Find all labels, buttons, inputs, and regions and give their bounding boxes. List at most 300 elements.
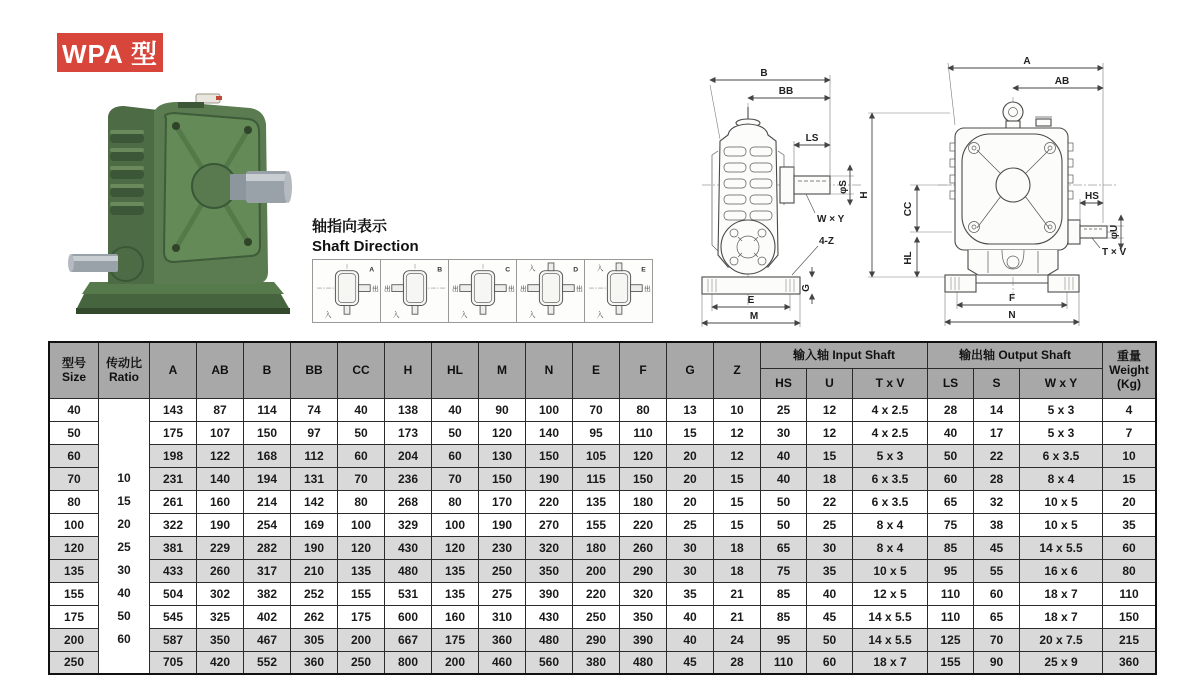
cell-value: 85: [761, 582, 807, 605]
cell-value: 360: [479, 628, 526, 651]
svg-text:出: 出: [575, 286, 583, 293]
svg-text:B: B: [760, 68, 768, 79]
svg-text:φS: φS: [838, 180, 849, 194]
cell-value: 25: [807, 513, 853, 536]
ratio-value: 15: [117, 493, 131, 508]
header-ratio: 传动比 Ratio: [99, 342, 150, 398]
ratio-value: 10: [117, 470, 131, 485]
cell-value: 194: [244, 467, 291, 490]
svg-text:E: E: [640, 266, 646, 274]
cell-value: 150: [479, 467, 526, 490]
table-row-size-200: [49, 628, 1156, 651]
cell-value: 220: [620, 513, 667, 536]
cell-value: 40: [807, 582, 853, 605]
svg-text:CC: CC: [903, 201, 914, 217]
header-dim-B: B: [244, 342, 291, 398]
cell-value: 35: [1103, 513, 1157, 536]
header-output-LS: LS: [928, 368, 974, 398]
header-input-TxV: T x V: [853, 368, 928, 398]
cell-value: 22: [974, 444, 1020, 467]
cell-value: 122: [197, 444, 244, 467]
cell-value: 6 x 3.5: [853, 490, 928, 513]
header-dim-HL: HL: [432, 342, 479, 398]
svg-text:W × Y: W × Y: [817, 214, 845, 225]
cell-value: 40: [432, 398, 479, 421]
svg-text:入: 入: [528, 265, 536, 273]
svg-text:A: A: [368, 266, 374, 274]
cell-value: 25 x 9: [1020, 651, 1103, 674]
table-row-size-50: [49, 421, 1156, 444]
cell-value: 38: [974, 513, 1020, 536]
cell-value: 110: [1103, 582, 1157, 605]
table-row-size-60: [49, 444, 1156, 467]
cell-value: 17: [974, 421, 1020, 444]
cell-value: 150: [1103, 605, 1157, 628]
cell-value: 360: [291, 651, 338, 674]
cell-value: 175: [150, 421, 197, 444]
cell-value: 55: [974, 559, 1020, 582]
cell-size: 200: [49, 628, 99, 651]
cell-value: 60: [1103, 536, 1157, 559]
cell-value: 180: [573, 536, 620, 559]
svg-text:出: 出: [451, 286, 459, 293]
cell-value: 173: [385, 421, 432, 444]
cell-value: 120: [432, 536, 479, 559]
cell-value: 210: [291, 559, 338, 582]
cell-value: 229: [197, 536, 244, 559]
cell-value: 135: [338, 559, 385, 582]
cell-value: 131: [291, 467, 338, 490]
cell-value: 112: [291, 444, 338, 467]
shaft-direction-diagram-D: [516, 259, 585, 323]
ratio-value: 40: [117, 585, 131, 600]
cell-value: 15: [1103, 467, 1157, 490]
cell-value: 155: [338, 582, 385, 605]
header-dim-F: F: [620, 342, 667, 398]
cell-value: 60: [338, 444, 385, 467]
ratio-value: 60: [117, 631, 131, 646]
spec-table-header: [49, 342, 1156, 398]
cell-value: 65: [928, 490, 974, 513]
table-row-size-135: [49, 559, 1156, 582]
cell-value: 45: [974, 536, 1020, 559]
cell-value: 110: [928, 582, 974, 605]
cell-size: 175: [49, 605, 99, 628]
cell-value: 587: [150, 628, 197, 651]
svg-text:F: F: [1008, 293, 1016, 304]
cell-value: 160: [432, 605, 479, 628]
cell-value: 18 x 7: [1020, 582, 1103, 605]
cell-value: 381: [150, 536, 197, 559]
cell-value: 35: [667, 582, 714, 605]
cell-value: 135: [432, 559, 479, 582]
header-dim-A: A: [150, 342, 197, 398]
cell-value: 4: [1103, 398, 1157, 421]
cell-size: 50: [49, 421, 99, 444]
cell-value: 15: [807, 444, 853, 467]
table-row-size-175: [49, 605, 1156, 628]
height-dimensions: [859, 113, 952, 277]
cell-value: 107: [197, 421, 244, 444]
cell-value: 130: [479, 444, 526, 467]
cell-value: 252: [291, 582, 338, 605]
cell-value: 50: [432, 421, 479, 444]
cell-value: 169: [291, 513, 338, 536]
cell-value: 545: [150, 605, 197, 628]
cell-value: 110: [928, 605, 974, 628]
cell-value: 390: [526, 582, 573, 605]
cell-value: 15: [667, 421, 714, 444]
cell-value: 87: [197, 398, 244, 421]
cell-value: 40: [761, 467, 807, 490]
gearbox-schematic-icon: [383, 262, 447, 320]
cell-value: 10 x 5: [1020, 513, 1103, 536]
cell-value: 30: [761, 421, 807, 444]
cell-value: 20: [667, 467, 714, 490]
cell-value: 800: [385, 651, 432, 674]
cell-value: 30: [807, 536, 853, 559]
cell-value: 100: [526, 398, 573, 421]
svg-text:HL: HL: [903, 251, 914, 265]
cell-value: 6 x 3.5: [853, 467, 928, 490]
cell-value: 504: [150, 582, 197, 605]
cell-value: 15: [714, 490, 761, 513]
svg-text:T × V: T × V: [1102, 247, 1127, 258]
cell-value: 80: [620, 398, 667, 421]
cell-value: 75: [928, 513, 974, 536]
cell-value: 65: [974, 605, 1020, 628]
cell-value: 80: [432, 490, 479, 513]
cell-value: 97: [291, 421, 338, 444]
cell-value: 28: [974, 467, 1020, 490]
cell-value: 180: [620, 490, 667, 513]
technical-drawings: [672, 55, 1181, 340]
cell-value: 262: [291, 605, 338, 628]
model-badge: WPA 型: [57, 33, 163, 72]
cell-value: 667: [385, 628, 432, 651]
cell-value: 10 x 5: [1020, 490, 1103, 513]
cell-value: 10 x 5: [853, 559, 928, 582]
svg-text:E: E: [747, 295, 755, 306]
svg-text:出: 出: [371, 286, 379, 293]
cell-value: 18 x 7: [1020, 605, 1103, 628]
cell-value: 360: [1103, 651, 1157, 674]
cell-value: 22: [807, 490, 853, 513]
cell-value: 80: [1103, 559, 1157, 582]
header-weight: 重量 Weight (Kg): [1103, 342, 1157, 398]
cell-value: 8 x 4: [853, 513, 928, 536]
svg-text:出: 出: [383, 286, 391, 293]
cell-value: 236: [385, 467, 432, 490]
header-dim-AB: AB: [197, 342, 244, 398]
cell-value: 65: [761, 536, 807, 559]
cell-value: 21: [714, 605, 761, 628]
cell-value: 90: [974, 651, 1020, 674]
front-view-drawing: [938, 56, 1127, 326]
cell-value: 155: [928, 651, 974, 674]
cell-value: 30: [667, 559, 714, 582]
cell-value: 12: [807, 421, 853, 444]
cell-value: 12: [807, 398, 853, 421]
cell-value: 8 x 4: [1020, 467, 1103, 490]
svg-text:LS: LS: [805, 133, 819, 144]
cell-ratio-list: [99, 398, 150, 674]
svg-text:HS: HS: [1085, 191, 1099, 202]
cell-value: 50: [761, 513, 807, 536]
spec-table: [48, 341, 1157, 675]
cell-value: 14 x 5.5: [1020, 536, 1103, 559]
cell-value: 135: [432, 582, 479, 605]
cell-size: 100: [49, 513, 99, 536]
cell-value: 305: [291, 628, 338, 651]
header-dim-E: E: [573, 342, 620, 398]
cell-value: 7: [1103, 421, 1157, 444]
cell-value: 40: [338, 398, 385, 421]
cell-value: 60: [928, 467, 974, 490]
cell-value: 275: [479, 582, 526, 605]
cell-value: 168: [244, 444, 291, 467]
cell-value: 270: [526, 513, 573, 536]
cell-value: 95: [761, 628, 807, 651]
cell-value: 50: [807, 628, 853, 651]
cell-value: 480: [385, 559, 432, 582]
cell-value: 420: [197, 651, 244, 674]
cell-value: 175: [338, 605, 385, 628]
cell-value: 25: [667, 513, 714, 536]
cell-value: 20: [1103, 490, 1157, 513]
cell-value: 12 x 5: [853, 582, 928, 605]
cell-value: 150: [244, 421, 291, 444]
cell-value: 18: [714, 536, 761, 559]
header-output-S: S: [974, 368, 1020, 398]
cell-value: 85: [761, 605, 807, 628]
cell-size: 80: [49, 490, 99, 513]
cell-value: 250: [479, 559, 526, 582]
cell-value: 60: [432, 444, 479, 467]
cell-value: 10: [1103, 444, 1157, 467]
cell-value: 74: [291, 398, 338, 421]
cell-value: 25: [761, 398, 807, 421]
cell-value: 32: [974, 490, 1020, 513]
cell-value: 120: [620, 444, 667, 467]
table-row-size-155: [49, 582, 1156, 605]
shaft-direction-diagram-E: [584, 259, 653, 323]
cell-size: 135: [49, 559, 99, 582]
cell-value: 60: [974, 582, 1020, 605]
cell-value: 402: [244, 605, 291, 628]
header-dim-N: N: [526, 342, 573, 398]
cell-size: 250: [49, 651, 99, 674]
header-dim-G: G: [667, 342, 714, 398]
cell-value: 480: [526, 628, 573, 651]
cell-value: 24: [714, 628, 761, 651]
cell-value: 190: [291, 536, 338, 559]
cell-value: 95: [928, 559, 974, 582]
svg-text:B: B: [436, 266, 442, 274]
cell-value: 220: [573, 582, 620, 605]
cell-value: 317: [244, 559, 291, 582]
cell-value: 120: [338, 536, 385, 559]
cell-value: 138: [385, 398, 432, 421]
cell-value: 175: [432, 628, 479, 651]
svg-text:入: 入: [324, 312, 332, 320]
cell-value: 10: [714, 398, 761, 421]
cell-value: 20: [667, 444, 714, 467]
cell-value: 95: [573, 421, 620, 444]
ratio-value: 30: [117, 562, 131, 577]
cell-value: 433: [150, 559, 197, 582]
svg-text:BB: BB: [778, 86, 794, 97]
cell-value: 350: [526, 559, 573, 582]
cell-value: 100: [432, 513, 479, 536]
table-row-size-70: [49, 467, 1156, 490]
cell-size: 120: [49, 536, 99, 559]
shaft-direction-title-zh: 轴指向表示: [312, 218, 388, 235]
svg-text:H: H: [859, 191, 870, 199]
shaft-direction-title-en: Shaft Direction: [312, 238, 419, 255]
header-dim-M: M: [479, 342, 526, 398]
cell-value: 15: [714, 467, 761, 490]
cell-value: 467: [244, 628, 291, 651]
cell-value: 142: [291, 490, 338, 513]
cell-value: 329: [385, 513, 432, 536]
shaft-direction-diagram-A: [312, 259, 381, 323]
cell-value: 18: [714, 559, 761, 582]
svg-text:入: 入: [460, 312, 468, 320]
ratio-value: 20: [117, 516, 131, 531]
cell-value: 50: [338, 421, 385, 444]
table-row-size-120: [49, 536, 1156, 559]
cell-value: 110: [620, 421, 667, 444]
cell-value: 190: [479, 513, 526, 536]
cell-value: 12: [714, 444, 761, 467]
cell-value: 30: [667, 536, 714, 559]
cell-value: 140: [526, 421, 573, 444]
cell-value: 325: [197, 605, 244, 628]
gearbox-schematic-icon: [315, 262, 379, 320]
header-input-U: U: [807, 368, 853, 398]
cell-value: 21: [714, 582, 761, 605]
cell-value: 60: [807, 651, 853, 674]
header-output-WxY: W x Y: [1020, 368, 1103, 398]
cell-value: 302: [197, 582, 244, 605]
cell-value: 40: [761, 444, 807, 467]
cell-value: 260: [197, 559, 244, 582]
cell-value: 40: [667, 605, 714, 628]
gearbox-schematic-icon: [587, 262, 651, 320]
cell-value: 15: [714, 513, 761, 536]
cell-value: 190: [197, 513, 244, 536]
cell-value: 20 x 7.5: [1020, 628, 1103, 651]
cell-value: 322: [150, 513, 197, 536]
cell-value: 320: [526, 536, 573, 559]
cell-value: 140: [197, 467, 244, 490]
cell-value: 110: [761, 651, 807, 674]
shaft-direction-diagram-B: [380, 259, 449, 323]
gearbox-schematic-icon: [519, 262, 583, 320]
cell-value: 198: [150, 444, 197, 467]
cell-value: 4 x 2.5: [853, 421, 928, 444]
cell-value: 115: [573, 467, 620, 490]
svg-text:M: M: [749, 311, 759, 322]
svg-text:φU: φU: [1109, 224, 1120, 240]
cell-value: 50: [761, 490, 807, 513]
cell-value: 14 x 5.5: [853, 605, 928, 628]
header-dim-CC: CC: [338, 342, 385, 398]
cell-value: 40: [667, 628, 714, 651]
cell-value: 100: [338, 513, 385, 536]
cell-value: 220: [526, 490, 573, 513]
cell-value: 200: [338, 628, 385, 651]
cell-value: 18 x 7: [853, 651, 928, 674]
cell-value: 85: [928, 536, 974, 559]
cell-value: 125: [928, 628, 974, 651]
svg-text:N: N: [1008, 310, 1016, 321]
cell-value: 150: [620, 467, 667, 490]
cell-value: 5 x 3: [1020, 398, 1103, 421]
cell-value: 70: [432, 467, 479, 490]
svg-text:D: D: [572, 266, 578, 274]
cell-size: 40: [49, 398, 99, 421]
cell-value: 261: [150, 490, 197, 513]
cell-value: 70: [573, 398, 620, 421]
cell-value: 120: [479, 421, 526, 444]
table-row-size-40: [49, 398, 1156, 421]
cell-value: 70: [338, 467, 385, 490]
cell-value: 5 x 3: [1020, 421, 1103, 444]
cell-size: 60: [49, 444, 99, 467]
cell-value: 5 x 3: [853, 444, 928, 467]
cell-value: 28: [928, 398, 974, 421]
cell-value: 310: [479, 605, 526, 628]
svg-text:出: 出: [643, 286, 651, 293]
cell-value: 35: [807, 559, 853, 582]
cell-value: 105: [573, 444, 620, 467]
cell-value: 13: [667, 398, 714, 421]
header-size: 型号 Size: [49, 342, 99, 398]
cell-value: 380: [573, 651, 620, 674]
cell-value: 705: [150, 651, 197, 674]
svg-text:出: 出: [519, 286, 527, 293]
cell-value: 382: [244, 582, 291, 605]
cell-value: 320: [620, 582, 667, 605]
cell-value: 45: [807, 605, 853, 628]
shaft-direction-diagrams: [312, 259, 653, 323]
svg-text:入: 入: [392, 312, 400, 320]
cell-value: 160: [197, 490, 244, 513]
cell-value: 204: [385, 444, 432, 467]
ratio-value: 25: [117, 539, 131, 554]
gearbox-schematic-icon: [451, 262, 515, 320]
cell-value: 150: [526, 444, 573, 467]
header-input-shaft-group: 输入轴 Input Shaft: [761, 342, 928, 368]
cell-value: 268: [385, 490, 432, 513]
header-dim-H: H: [385, 342, 432, 398]
header-output-shaft-group: 输出轴 Output Shaft: [928, 342, 1103, 368]
cell-value: 430: [385, 536, 432, 559]
cell-size: 70: [49, 467, 99, 490]
cell-value: 200: [432, 651, 479, 674]
cell-value: 350: [620, 605, 667, 628]
product-photo: [62, 86, 304, 326]
cell-value: 600: [385, 605, 432, 628]
cell-value: 290: [573, 628, 620, 651]
cell-value: 552: [244, 651, 291, 674]
cell-value: 143: [150, 398, 197, 421]
cell-value: 14: [974, 398, 1020, 421]
cell-value: 28: [714, 651, 761, 674]
shaft-direction-title: [312, 217, 419, 257]
